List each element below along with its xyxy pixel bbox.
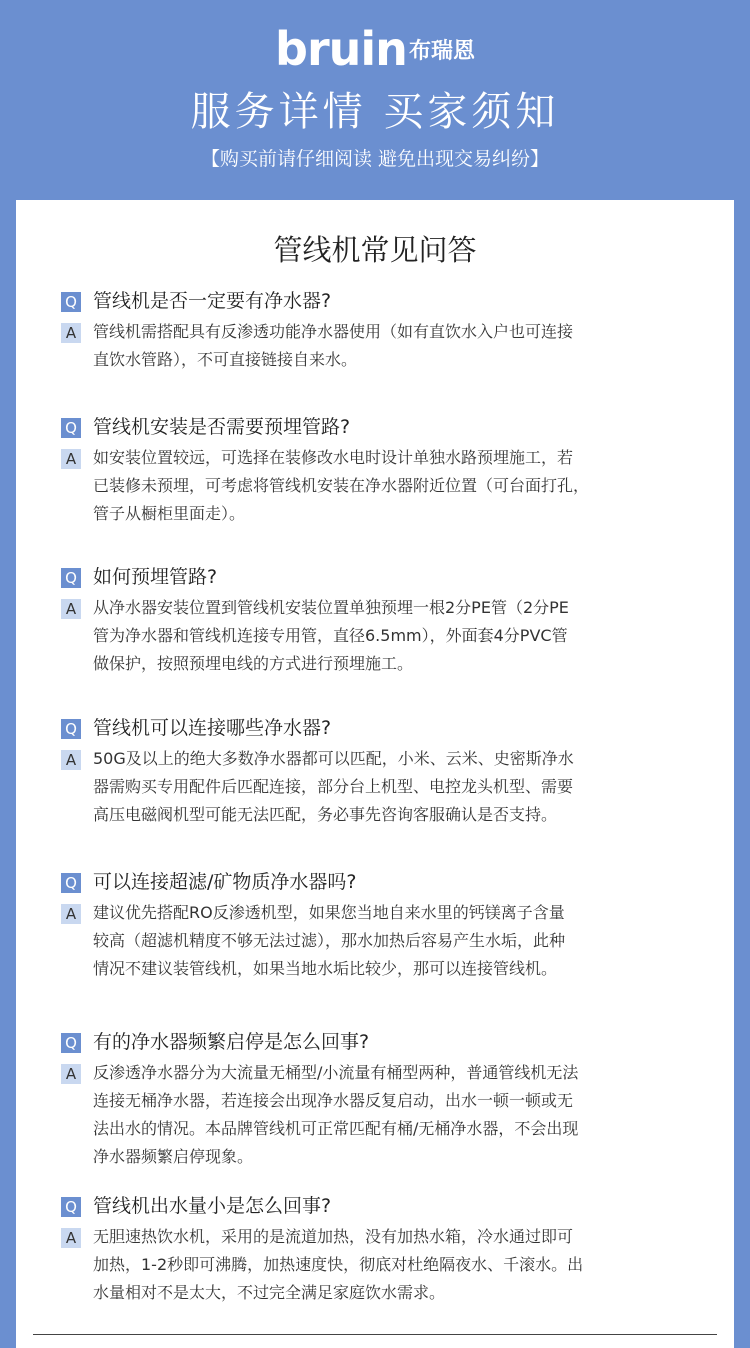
answer-row (61, 318, 701, 374)
faq-item (61, 1027, 701, 1171)
answer-text (93, 444, 701, 528)
answer-icon: A (61, 323, 81, 343)
answer-text (93, 745, 701, 829)
question-icon: Q (61, 873, 81, 893)
page-header (0, 0, 750, 200)
answer-line: 建议优先搭配RO反渗透机型，如果您当地自来水里的钙镁离子含量 (93, 903, 565, 922)
answer-line: 净水器频繁启停现象。 (93, 1147, 254, 1166)
faq-item (61, 412, 701, 528)
answer-line: 直饮水管路），不可直接链接自来水。 (93, 350, 358, 369)
answer-line: 水量相对不是太大，不过完全满足家庭饮水需求。 (93, 1283, 446, 1302)
answer-icon: A (61, 750, 81, 770)
question-icon: Q (61, 1033, 81, 1053)
answer-text (93, 318, 701, 374)
answer-icon: A (61, 1228, 81, 1248)
question-icon: Q (61, 568, 81, 588)
answer-row (61, 745, 701, 829)
question-text: 如何预埋管路? (93, 566, 218, 588)
answer-line: 器需购买专用配件后匹配连接，部分台上机型、电控龙头机型、需要 (93, 777, 574, 796)
answer-line: 连接无桶净水器，若连接会出现净水器反复启动，出水一顿一顿或无 (93, 1091, 574, 1110)
answer-icon: A (61, 1064, 81, 1084)
brand-logo (0, 22, 750, 76)
answer-line: 已装修未预埋，可考虑将管线机安装在净水器附近位置（可台面打孔， (93, 476, 590, 495)
question-row (61, 286, 701, 316)
question-row (61, 562, 701, 592)
question-icon: Q (61, 292, 81, 312)
question-icon: Q (61, 1197, 81, 1217)
answer-line: 管为净水器和管线机连接专用管，直径6.5mm），外面套4分PVC管 (93, 626, 568, 645)
answer-icon: A (61, 449, 81, 469)
question-row (61, 713, 701, 743)
question-icon: Q (61, 719, 81, 739)
answer-line: 做保护，按照预埋电线的方式进行预埋施工。 (93, 654, 414, 673)
answer-row (61, 1059, 701, 1171)
answer-row (61, 444, 701, 528)
answer-line: 情况不建议装管线机，如果当地水垢比较少，那可以连接管线机。 (93, 959, 558, 978)
question-row (61, 1027, 701, 1057)
answer-row (61, 899, 701, 983)
answer-line: 高压电磁阀机型可能无法匹配，务必事先咨询客服确认是否支持。 (93, 805, 558, 824)
answer-line: 管子从橱柜里面走）。 (93, 504, 246, 523)
question-row (61, 412, 701, 442)
question-text: 管线机是否一定要有净水器? (93, 290, 332, 312)
answer-line: 50G及以上的绝大多数净水器都可以匹配，小米、云米、史密斯净水 (93, 749, 574, 768)
question-text: 可以连接超滤/矿物质净水器吗? (93, 871, 357, 893)
answer-line: 较高（超滤机精度不够无法过滤），那水加热后容易产生水垢，此种 (93, 931, 566, 950)
answer-text (93, 1059, 701, 1171)
answer-icon: A (61, 599, 81, 619)
question-icon: Q (61, 418, 81, 438)
answer-line: 管线机需搭配具有反渗透功能净水器使用（如有直饮水入户也可连接 (93, 322, 574, 341)
answer-line: 无胆速热饮水机，采用的是流道加热，没有加热水箱，冷水通过即可 (93, 1227, 574, 1246)
bottom-divider (33, 1334, 717, 1335)
answer-line: 反渗透净水器分为大流量无桶型/小流量有桶型两种，普通管线机无法 (93, 1063, 579, 1082)
question-text: 管线机安装是否需要预埋管路? (93, 416, 351, 438)
answer-line: 加热，1-2秒即可沸腾，加热速度快，彻底对杜绝隔夜水、千滚水。出 (93, 1255, 584, 1274)
subline: 【购买前请仔细阅读 避免出现交易纠纷】 (200, 148, 550, 170)
faq-item (61, 713, 701, 829)
brand-name: bruin (275, 22, 407, 76)
question-row (61, 867, 701, 897)
question-text: 管线机可以连接哪些净水器? (93, 717, 332, 739)
answer-text (93, 594, 701, 678)
answer-row (61, 1223, 701, 1307)
headline: 服务详情 买家须知 (190, 89, 560, 135)
faq-item (61, 1191, 701, 1307)
answer-icon: A (61, 904, 81, 924)
brand-name-cn: 布瑞恩 (408, 38, 475, 64)
answer-text (93, 899, 701, 983)
faq-item (61, 562, 701, 678)
answer-line: 从净水器安装位置到管线机安装位置单独预埋一根2分PE管（2分PE (93, 598, 569, 617)
panel-title: 管线机常见问答 (273, 233, 477, 267)
faq-item (61, 867, 701, 983)
question-text: 有的净水器频繁启停是怎么回事? (93, 1031, 370, 1053)
answer-row (61, 594, 701, 678)
faq-item (61, 286, 701, 374)
answer-text (93, 1223, 701, 1307)
question-text: 管线机出水量小是怎么回事? (93, 1195, 332, 1217)
question-row (61, 1191, 701, 1221)
answer-line: 法出水的情况。本品牌管线机可正常匹配有桶/无桶净水器，不会出现 (93, 1119, 579, 1138)
faq-panel (16, 200, 734, 1348)
answer-line: 如安装位置较远，可选择在装修改水电时设计单独水路预埋施工，若 (93, 448, 574, 467)
